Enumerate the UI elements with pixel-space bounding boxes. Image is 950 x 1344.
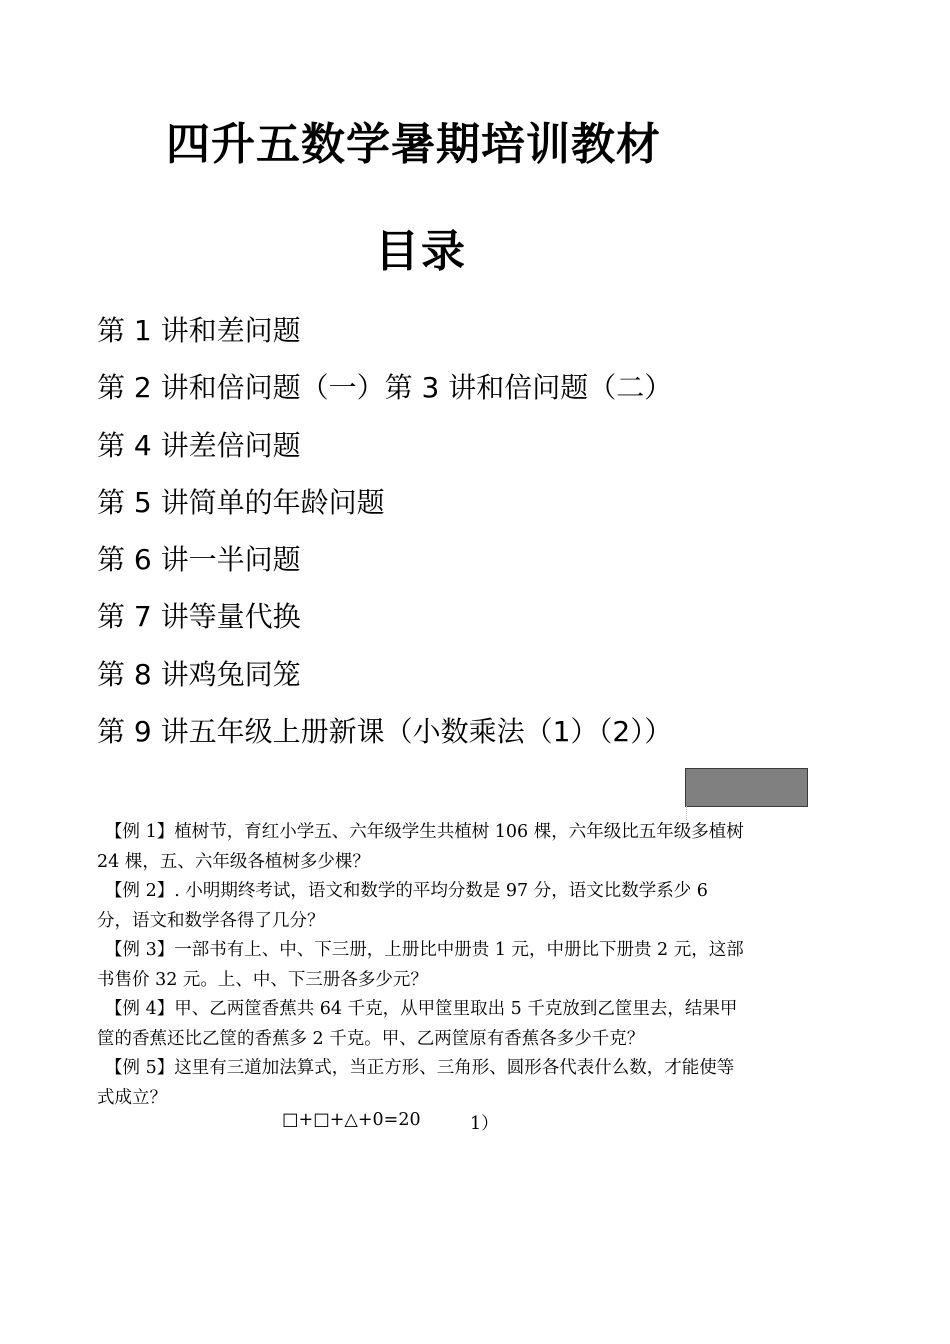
toc-item-8: 第 8 讲鸡兔同笼 [97,657,301,691]
example-4: 【例 4】甲、乙两筐香蕉共 64 千克，从甲筐里取出 5 千克放到乙筐里去，结果甲筐的香蕉还比乙筐的香蕉多 2 千克。甲、乙两筐原有香蕉各多少千克？ [97,999,738,1049]
document-title: 四升五数学暑期培训教材 [166,119,661,170]
toc-item-9: 第 9 讲五年级上册新课（小数乘法（1）（2）） [97,715,673,749]
example-2: 【例 2】. 小明期终考试，语文和数学的平均分数是 97 分，语文比数学系少 6 分，语文和数学各得了几分？ [97,881,708,931]
toc-heading: 目录 [375,226,467,277]
examples-section [97,818,745,1113]
formula-expression: □+□+△+0=20 [282,1110,421,1130]
example-3: 【例 3】一部书有上、中、下三册，上册比中册贵 1 元，中册比下册贵 2 元，这部书售价 32 元。上、中、下三册各多少元？ [97,940,744,990]
example-1: 【例 1】植树节，育红小学五、六年级学生共植树 106 棵，六年级比五年级多植树 24 棵，五、六年级各植树多少棵？ [97,822,744,872]
table-of-contents [97,308,672,766]
toc-item-5: 第 5 讲简单的年龄问题 [97,485,385,519]
toc-item-6: 第 6 讲一半问题 [97,543,301,577]
toc-item-2: 第 2 讲和倍问题（一）第 3 讲和倍问题（二） [97,371,673,405]
gray-block [685,768,808,807]
toc-item-7: 第 7 讲等量代换 [97,600,301,634]
toc-item-1: 第 1 讲和差问题 [97,314,301,347]
toc-item-4: 第 4 讲差倍问题 [97,428,301,462]
formula-number: 1） [470,1114,499,1134]
example-5: 【例 5】这里有三道加法算式，当正方形、三角形、圆形各代表什么数，才能使等式成立？ [97,1058,735,1108]
